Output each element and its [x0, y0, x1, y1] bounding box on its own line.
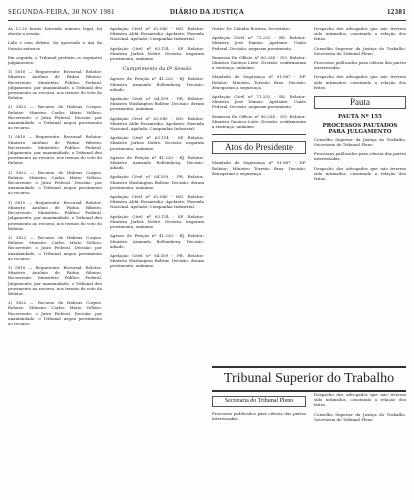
paragraph: Mandado de Segurança nº 91.887 - DF. Relator: Ministro Torreão Braz. Decisão: denegaram a segurança. [212, 74, 306, 90]
divider [212, 134, 306, 135]
paragraph: Remessa Ex Officio nº 80.334 - GO. Relator: Ministro Gueiros Leite. Decisão: confirmaram a sentença, unânime. [212, 54, 306, 71]
paragraph: Apelação Cível nº 63.114 - SP. Relator: Ministro Jarbas Nobre. Decisão: negaram provimento, unânime. [110, 45, 204, 62]
paragraph: Apelação Cível nº 64.559 - PR. Relator: Ministro Washington Bolívar. Decisão: deram provimento, unânime. [110, 174, 204, 190]
paragraph: Apelação Cível nº 62.040 - MG. Relator: Ministro Aldir Passarinho. Apelante: Fazenda Nacional. Apelado: Companhia Industrial. [110, 26, 204, 42]
paragraph: Processos publicados para ciência das partes interessadas. [314, 60, 406, 71]
secretaria-box: Secretaria do Tribunal Pleno [212, 396, 306, 407]
tst-right-block [314, 392, 406, 426]
paragraph: Despacho dos advogados que não tiverem sido intimados, constando a relação dos feitos. [314, 74, 406, 90]
paragraph: Conselho Superior da Justiça do Trabalho. Secretaria do Tribunal Pleno. [314, 411, 406, 422]
header-page-number: 12381 [387, 8, 406, 16]
header-date: SEGUNDA-FEIRA, 30 NOV 1981 [8, 8, 115, 16]
paragraph: Outro: Dr. Cláudio Roseira, Secretário. [212, 26, 291, 31]
paragraph: Apelação Cível nº 71.232 - RS. Relator: Ministro José Dantas. Apelante: União Federal. Decisão: negaram provimento. [212, 94, 306, 110]
paragraph: Apelação Cível nº 62.040 - MG. Relator: Ministro Aldir Passarinho. Apelante: Fazenda Nacional. Apelado: Companhia Industrial. [110, 194, 204, 210]
header-journal-title: DIÁRIO DA JUSTIÇA [169, 8, 245, 16]
paragraph: 1) 5810 — Requerente: Recursal: Relator: Ministro Antônio de Pádua Ribeiro. Recorrente: Ministério Público Federal. Julgamento: por unanimidade, o Tribunal deu provimento ao recurso, nos termos do voto do Relator. [8, 69, 102, 101]
paragraph: Despacho dos advogados que não tiverem sido intimados, constando a relação dos feitos. [314, 26, 406, 42]
paragraph: Agravo de Petição nº 41.220 - RJ. Relator: Ministro Armando Rollemberg. Decisão: adiado. [110, 154, 204, 171]
paragraph: As 12,20 horas, havendo número legal, foi aberta a sessão. [8, 26, 102, 37]
atos-presidente-banner: Atos do Presidente [212, 141, 306, 154]
paragraph: Apelação Cível nº 64.559 - PR. Relator: Ministro Washington Bolívar. Decisão: deram provimento, unânime. [110, 252, 204, 269]
paragraph: 1) 5810 — Requerente: Recursal: Relator: Ministro Antônio de Pádua Ribeiro. Recorrente: Ministério Público Federal. Julgamento: por unanimidade, o Tribunal deu provimento ao recurso, nos termos do voto do Relator. [8, 264, 102, 296]
paragraph: Apelação Cível nº 63.114 - SP. Relator: Ministro Jarbas Nobre. Decisão: negaram provimento, unânime. [110, 213, 204, 230]
paragraph: Apelação Cível nº 71.232 - RS. Relator: Ministro José Dantas. Apelante: União Federal. Decisão: negaram provimento. [212, 35, 306, 51]
paragraph: Remessa Ex Officio nº 80.334 - GO. Relator: Ministro Gueiros Leite. Decisão: confirmaram a sentença, unânime. [212, 113, 306, 130]
paragraph: Despacho dos advogados que não tiverem sido intimados, constando a relação dos feitos. [314, 165, 406, 182]
paragraph: Agravo de Petição nº 41.220 - RJ. Relator: Ministro Armando Rollemberg. Decisão: adiado. [110, 76, 204, 92]
paragraph: Em seguida, o Tribunal proferiu os seguintes julgamentos: [8, 54, 102, 66]
tst-left-block [212, 392, 306, 426]
paragraph: Apelação Cível nº 62.040 - MG. Relator: Ministro Aldir Passarinho. Apelante: Fazenda Nacional. Apelado: Companhia Industrial. [110, 115, 204, 132]
paragraph: 2) 5822 — Recurso de Habeas Corpus. Relator: Ministro Carlos Mário Velloso. Recorrente: o Juízo Federal. Decisão: por unanimidade, o Tribunal negou provimento ao recurso. [8, 104, 102, 131]
paragraph: Despacho dos advogados que não tiverem sido intimados, constando a relação dos feitos. [314, 392, 406, 408]
column-4 [314, 26, 406, 185]
page-header [8, 6, 406, 21]
paragraph: 2) 5822 — Recurso de Habeas Corpus. Relator: Ministro Carlos Mário Velloso. Recorrente: o Juízo Federal. Decisão: por unanimidade, o Tribunal negou provimento ao recurso. [8, 300, 102, 326]
pauta-subtitle: PROCESSOS PAUTADOS PARA JULGAMENTO [322, 123, 398, 135]
tst-banner: Tribunal Superior do Trabalho [212, 366, 406, 392]
paragraph: Conselho Superior da Justiça do Trabalho. Secretaria do Tribunal Pleno. [314, 45, 406, 56]
column-3 [212, 26, 306, 180]
column-1 [8, 26, 102, 330]
paragraph: Apelação Cível nº 64.559 - PR. Relator: Ministro Washington Bolívar. Decisão: deram provimento, unânime. [110, 96, 204, 112]
column-2 [110, 26, 204, 273]
paragraph: Lida e sem debate, foi aprovada a Ata da Sessão anterior. [8, 40, 102, 51]
pauta-title: PAUTA Nº 155 [338, 114, 382, 121]
section-title: Cumprimento da 6ª Sessão [122, 66, 192, 73]
paragraph: Processos publicados para ciência das partes interessadas. [212, 411, 306, 422]
paragraph: 1) 5810 — Requerente: Recursal: Relator: Ministro Antônio de Pádua Ribeiro. Recorrente: Ministério Público Federal. Julgamento: por unanimidade, o Tribunal deu provimento ao recurso, nos termos do voto do Relator. [8, 134, 102, 166]
paragraph: Processos publicados para ciência das partes interessadas. [314, 151, 406, 162]
paragraph: Mandado de Segurança nº 91.887 - DF. Relator: Ministro Torreão Braz. Decisão: denegaram a segurança. [212, 160, 306, 176]
pauta-banner: Pauta [314, 96, 406, 109]
paragraph: Agravo de Petição nº 41.220 - RJ. Relator: Ministro Armando Rollemberg. Decisão: adiado. [110, 233, 204, 249]
paragraph: 2) 5822 — Recurso de Habeas Corpus. Relator: Ministro Carlos Mário Velloso. Recorrente: o Juízo Federal. Decisão: por unanimidade, o Tribunal negou provimento ao recurso. [8, 169, 102, 196]
paragraph: Conselho Superior da Justiça do Trabalho. Secretaria do Tribunal Pleno. [314, 136, 406, 148]
paragraph: Apelação Cível nº 63.114 - SP. Relator: Ministro Jarbas Nobre. Decisão: negaram provimento, unânime. [110, 135, 204, 151]
paragraph: 1) 5810 — Requerente: Recursal: Relator: Ministro Antônio de Pádua Ribeiro. Recorrente: Ministério Público Federal. Julgamento: por unanimidade, o Tribunal deu provimento ao recurso, nos termos do voto do Relator. [8, 199, 102, 231]
paragraph: 2) 5822 — Recurso de Habeas Corpus. Relator: Ministro Carlos Mário Velloso. Recorrente: o Juízo Federal. Decisão: por unanimidade, o Tribunal negou provimento ao recurso. [8, 234, 102, 261]
